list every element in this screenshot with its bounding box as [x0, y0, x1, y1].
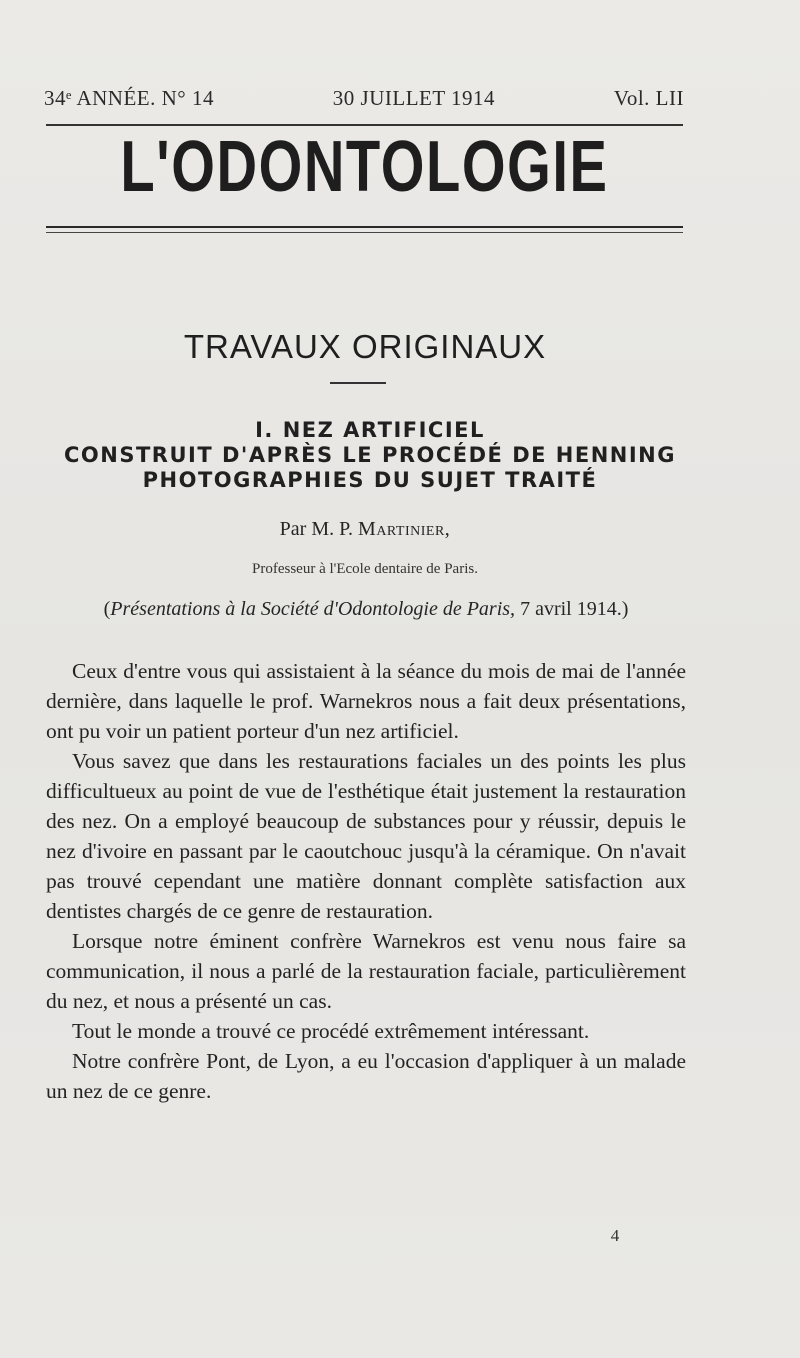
body-paragraph: Notre confrère Pont, de Lyon, a eu l'occasion d'appliquer à un malade un nez de ce genre. [46, 1049, 686, 1103]
article-title-line: CONSTRUIT D'APRÈS LE PROCÉDÉ DE HENNING [64, 443, 676, 467]
author-name: Martinier, [358, 518, 451, 540]
issue-date: 30 JUILLET 1914 [332, 86, 496, 110]
section-title: TRAVAUX ORIGINAUX [183, 328, 547, 365]
article-title-line: I. NEZ ARTIFICIEL [255, 418, 485, 442]
article-body [46, 656, 686, 1106]
article-title-line: PHOTOGRAPHIES DU SUJET TRAITÉ [142, 468, 598, 492]
volume-number: Vol. LII [613, 86, 684, 110]
journal-title: L'ODONTOLOGIE [120, 127, 609, 207]
running-header [44, 86, 684, 111]
body-paragraph: Ceux d'entre vous qui assistaient à la séance du mois de mai de l'année dernière, dans laquelle le prof. Warnekros nous a fait deux présentations, ont pu voir un patient porteur d'un nez artificiel. [46, 659, 686, 743]
presentation-date: 7 avril 1914. [515, 598, 622, 620]
presentation-venue: Présentations à la Société d'Odontologie de Paris, [110, 598, 516, 620]
author-affiliation: Professeur à l'Ecole dentaire de Paris. [252, 561, 478, 577]
author-prefix: Par M. P. [279, 518, 359, 540]
section-divider [330, 382, 386, 384]
masthead-rule-thick [46, 226, 683, 228]
header-rule [46, 124, 683, 126]
presentation-note: (Présentations à la Société d'Odontologie de Paris, 7 avril 1914.) [103, 598, 629, 620]
author-byline [0, 518, 730, 541]
body-paragraph: Vous savez que dans les restaurations faciales un des points les plus difficultueux au point de vue de l'esthétique était justement la restauration des nez. On a employé beaucoup de substances pour y réussir, depuis le nez d'ivoire en passant par le caoutchouc jusqu'à la céramique. On n'avait pas trouvé cependant une matière donnant complète satisfaction aux dentistes chargés de ce genre de restauration. [46, 749, 686, 923]
masthead-rule-thin [46, 232, 683, 233]
issue-number: 34ᵉ ANNÉE. N° 14 [44, 86, 214, 110]
body-paragraph: Lorsque notre éminent confrère Warnekros est venu nous faire sa communication, il nous a parlé de la restauration faciale, particulièrement du nez, et nous a présenté un cas. [46, 929, 686, 1013]
article-title [30, 418, 710, 493]
page-number: 4 [610, 1226, 620, 1245]
body-paragraph: Tout le monde a trouvé ce procédé extrêmement intéressant. [72, 1019, 590, 1043]
